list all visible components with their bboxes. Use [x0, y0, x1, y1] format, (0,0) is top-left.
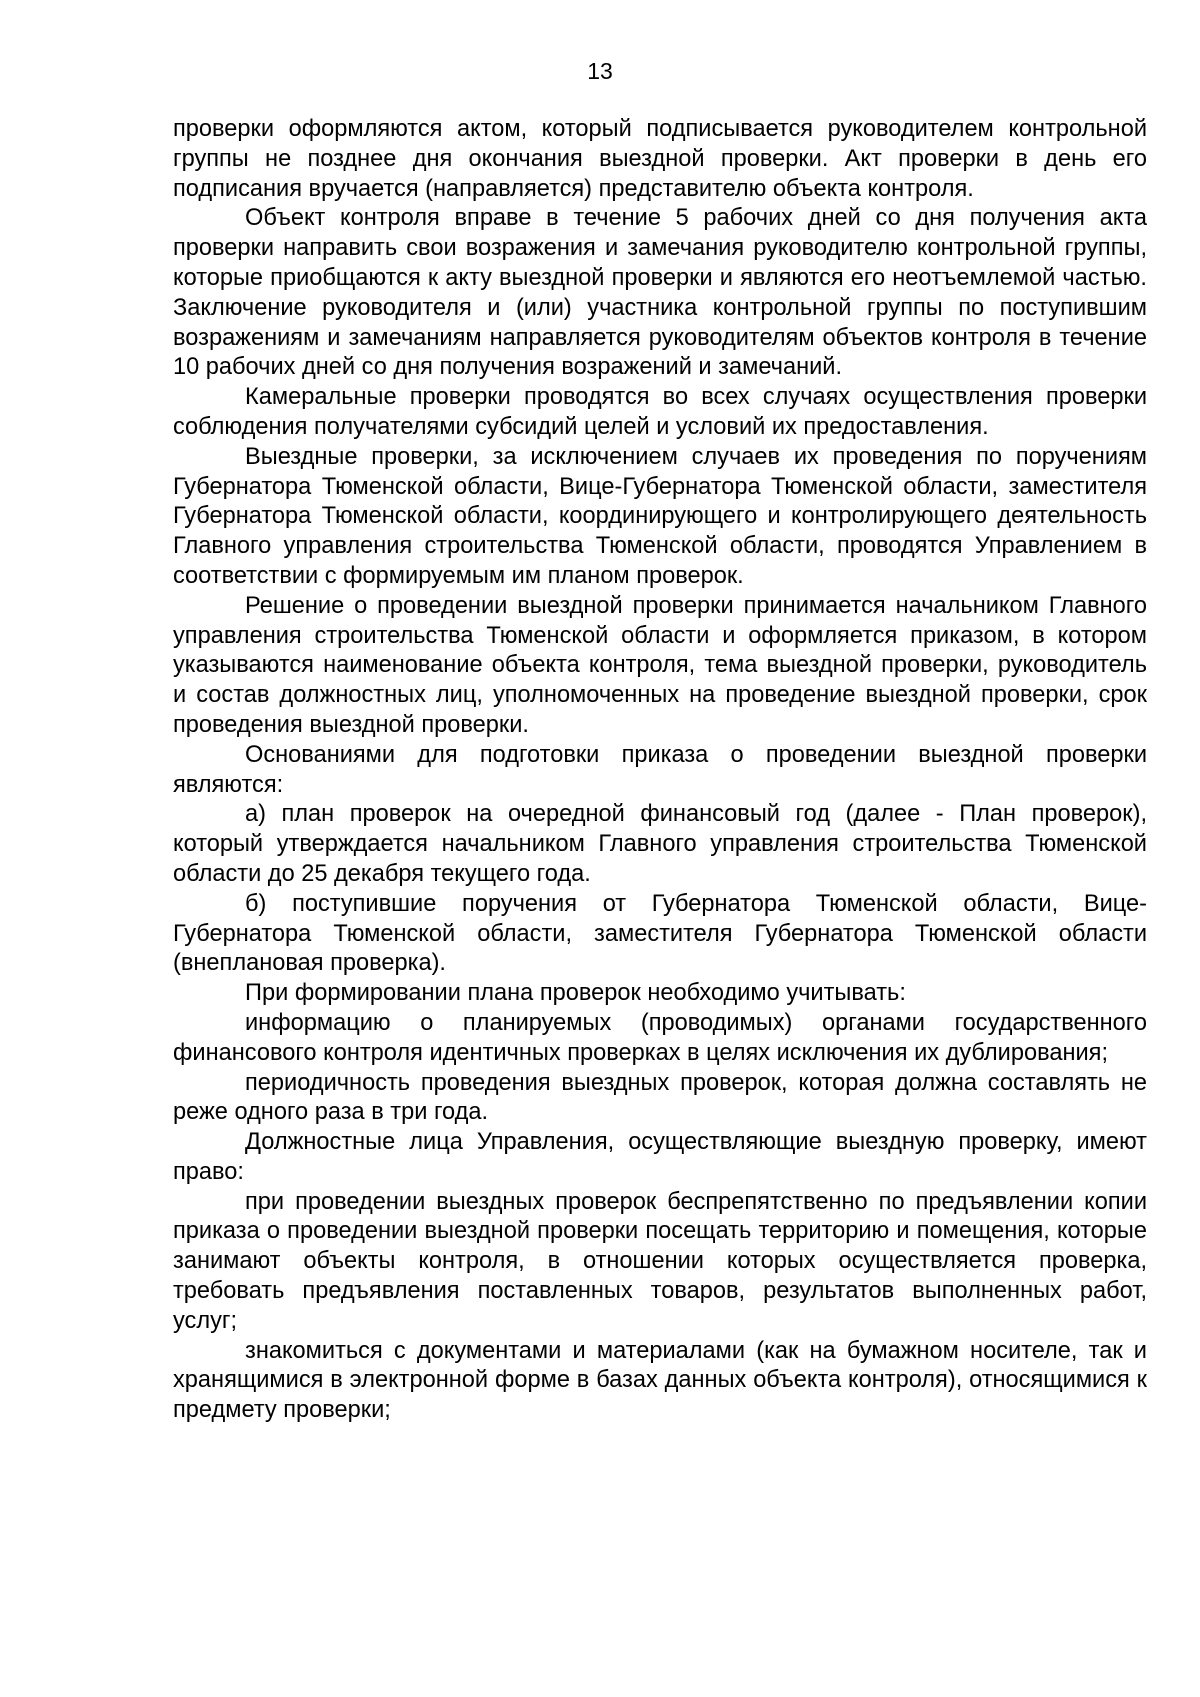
document-body	[173, 115, 1147, 1426]
list-item-b: б) поступившие поручения от Губернатора Тюменской области, Вице-Губернатора Тюменской области, заместителя Губернатора Тюменской области (внеплановая проверка).	[173, 890, 1147, 977]
paragraph: При формировании плана проверок необходимо учитывать:	[245, 980, 906, 1007]
list-item: знакомиться с документами и материалами (как на бумажном носителе, так и хранящимися в электронной форме в базах данных объекта контроля), относящимися к предмету проверки;	[173, 1337, 1147, 1424]
paragraph: Основаниями для подготовки приказа о проведении выездной проверки являются:	[173, 741, 1147, 798]
paragraph: Камеральные проверки проводятся во всех случаях осуществления проверки соблюдения получателями субсидий целей и условий их предоставления.	[173, 384, 1147, 440]
paragraph: Объект контроля вправе в течение 5 рабочих дней со дня получения акта проверки направить свои возражения и замечания руководителю контрольной группы, которые приобщаются к акту выездной проверки и являются его неотъемлемой частью. Заключение руководителя и (или) участника контрольной группы по поступившим возражениям и замечаниям направляется руководителям объектов контроля в течение 10 рабочих дней со дня получения возражений и замечаний.	[173, 205, 1147, 381]
paragraph: Решение о проведении выездной проверки принимается начальником Главного управления строительства Тюменской области и оформляется приказом, в котором указываются наименование объекта контроля, тема выездной проверки, руководитель и состав должностных лиц, уполномоченных на проведение выездной проверки, срок проведения выездной проверки.	[173, 592, 1147, 738]
page-number: 13	[587, 58, 613, 84]
list-item-a: а) план проверок на очередной финансовый год (далее - План проверок), который утверждается начальником Главного управления строительства Тюменской области до 25 декабря текущего года.	[173, 801, 1147, 887]
list-item: информацию о планируемых (проводимых) органами государственного финансового контроля идентичных проверках в целях исключения их дублирования;	[173, 1009, 1147, 1066]
list-item: при проведении выездных проверок беспрепятственно по предъявлении копии приказа о проведении выездной проверки посещать территорию и помещения, которые занимают объекты контроля, в отношении которых осуществляется проверка, требовать предъявления поставленных товаров, результатов выполненных работ, услуг;	[173, 1188, 1147, 1334]
list-item: периодичность проведения выездных проверок, которая должна составлять не реже одного раза в три года.	[173, 1069, 1147, 1126]
paragraph: Выездные проверки, за исключением случаев их проведения по поручениям Губернатора Тюменской области, Вице-Губернатора Тюменской области, заместителя Губернатора Тюменской области, координирующего и контролирующего деятельность Главного управления строительства Тюменской области, проводятся Управлением в соответствии с формируемым им планом проверок.	[173, 443, 1147, 589]
paragraph-continuation: проверки оформляются актом, который подписывается руководителем контрольной группы не позднее дня окончания выездной проверки. Акт проверки в день его подписания вручается (направляется) представителю объекта контроля.	[173, 116, 1147, 202]
paragraph: Должностные лица Управления, осуществляющие выездную проверку, имеют право:	[173, 1129, 1147, 1185]
